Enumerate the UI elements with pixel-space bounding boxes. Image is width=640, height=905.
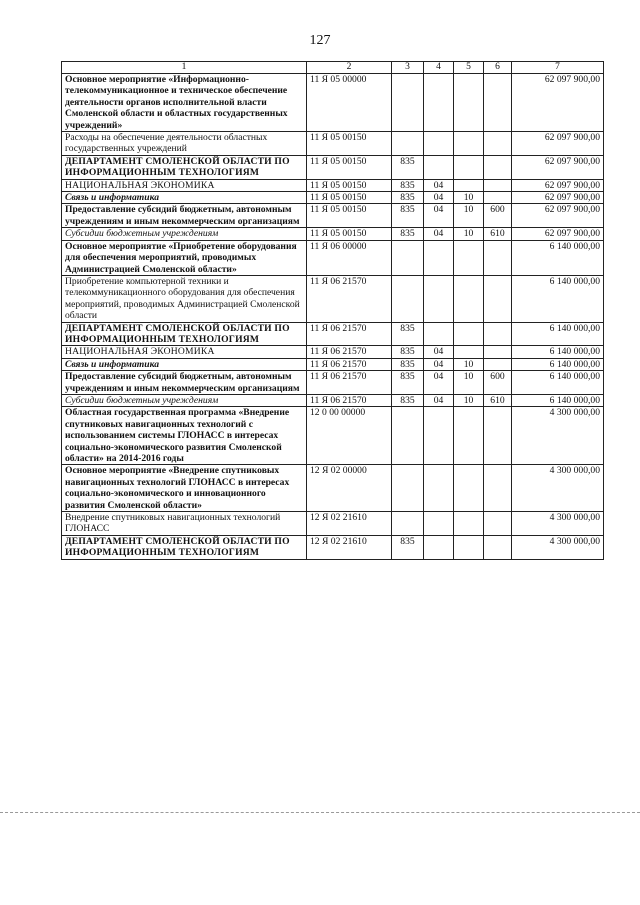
row-name-cell: ДЕПАРТАМЕНТ СМОЛЕНСКОЙ ОБЛАСТИ ПО ИНФОРМАЦИОННЫМ ТЕХНОЛОГИЯМ (62, 535, 307, 559)
row-amount-cell: 4 300 000,00 (512, 407, 604, 465)
row-pr-cell (454, 407, 484, 465)
row-ved-cell (392, 275, 424, 322)
row-rz-cell (424, 512, 454, 536)
row-name-cell: ДЕПАРТАМЕНТ СМОЛЕНСКОЙ ОБЛАСТИ ПО ИНФОРМАЦИОННЫМ ТЕХНОЛОГИЯМ (62, 322, 307, 346)
row-ved-cell: 835 (392, 192, 424, 204)
row-ved-cell: 835 (392, 535, 424, 559)
row-ved-cell (392, 240, 424, 275)
row-rz-cell: 04 (424, 346, 454, 358)
row-amount-cell: 6 140 000,00 (512, 240, 604, 275)
row-amount-cell: 62 097 900,00 (512, 155, 604, 179)
row-code-cell: 11 Я 06 21570 (307, 358, 392, 370)
row-name-cell: Предоставление субсидий бюджетным, автономным учреждениям и иным некоммерческим организациям (62, 371, 307, 395)
row-vr-cell (484, 346, 512, 358)
row-amount-cell: 62 097 900,00 (512, 74, 604, 132)
header-cell: 4 (424, 62, 454, 74)
row-pr-cell: 10 (454, 192, 484, 204)
row-pr-cell: 10 (454, 371, 484, 395)
row-pr-cell (454, 535, 484, 559)
row-pr-cell (454, 322, 484, 346)
row-rz-cell (424, 535, 454, 559)
table-row (62, 465, 604, 512)
row-code-cell: 11 Я 05 00150 (307, 179, 392, 191)
row-name-cell: Основное мероприятие «Приобретение оборудования для обеспечения мероприятий, проводимых Администрацией Смоленской области» (62, 240, 307, 275)
table-row (62, 192, 604, 204)
row-name-cell: НАЦИОНАЛЬНАЯ ЭКОНОМИКА (62, 179, 307, 191)
row-code-cell: 11 Я 06 21570 (307, 371, 392, 395)
row-vr-cell (484, 132, 512, 156)
row-ved-cell: 835 (392, 228, 424, 240)
table-row (62, 204, 604, 228)
budget-table (61, 61, 604, 560)
row-amount-cell: 62 097 900,00 (512, 179, 604, 191)
row-vr-cell: 600 (484, 204, 512, 228)
row-ved-cell: 835 (392, 155, 424, 179)
row-name-cell: Внедрение спутниковых навигационных технологий ГЛОНАСС (62, 512, 307, 536)
row-pr-cell (454, 465, 484, 512)
row-name-cell: Основное мероприятие «Информационно-телекоммуникационное и техническое обеспечение деятельности органов исполнительной власти Смоленской области и областных государственных учреждений» (62, 74, 307, 132)
table-row (62, 346, 604, 358)
header-cell: 7 (512, 62, 604, 74)
table-row (62, 407, 604, 465)
row-ved-cell: 835 (392, 346, 424, 358)
row-rz-cell: 04 (424, 179, 454, 191)
row-vr-cell (484, 240, 512, 275)
row-rz-cell (424, 155, 454, 179)
row-vr-cell (484, 275, 512, 322)
row-code-cell: 11 Я 06 21570 (307, 275, 392, 322)
row-name-cell: НАЦИОНАЛЬНАЯ ЭКОНОМИКА (62, 346, 307, 358)
row-vr-cell: 600 (484, 371, 512, 395)
row-vr-cell (484, 407, 512, 465)
row-code-cell: 12 0 00 00000 (307, 407, 392, 465)
row-amount-cell: 6 140 000,00 (512, 358, 604, 370)
row-ved-cell: 835 (392, 358, 424, 370)
row-vr-cell (484, 179, 512, 191)
table-header-row (62, 62, 604, 74)
row-vr-cell (484, 358, 512, 370)
row-rz-cell: 04 (424, 228, 454, 240)
row-code-cell: 11 Я 06 21570 (307, 322, 392, 346)
row-amount-cell: 4 300 000,00 (512, 465, 604, 512)
table-row (62, 358, 604, 370)
row-pr-cell (454, 346, 484, 358)
row-amount-cell: 4 300 000,00 (512, 535, 604, 559)
row-code-cell: 12 Я 02 00000 (307, 465, 392, 512)
row-rz-cell: 04 (424, 204, 454, 228)
row-code-cell: 12 Я 02 21610 (307, 535, 392, 559)
row-pr-cell: 10 (454, 358, 484, 370)
row-amount-cell: 6 140 000,00 (512, 346, 604, 358)
row-rz-cell (424, 132, 454, 156)
row-name-cell: Субсидии бюджетным учреждениям (62, 228, 307, 240)
table-row (62, 240, 604, 275)
table-row (62, 74, 604, 132)
row-name-cell: Предоставление субсидий бюджетным, автономным учреждениям и иным некоммерческим организациям (62, 204, 307, 228)
row-amount-cell: 6 140 000,00 (512, 322, 604, 346)
row-vr-cell (484, 322, 512, 346)
row-name-cell: Расходы на обеспечение деятельности областных государственных учреждений (62, 132, 307, 156)
row-pr-cell (454, 240, 484, 275)
row-code-cell: 11 Я 05 00150 (307, 204, 392, 228)
page-divider-line (0, 812, 640, 813)
row-name-cell: Субсидии бюджетным учреждениям (62, 394, 307, 406)
row-amount-cell: 62 097 900,00 (512, 192, 604, 204)
header-cell: 3 (392, 62, 424, 74)
row-rz-cell (424, 240, 454, 275)
header-cell: 2 (307, 62, 392, 74)
row-rz-cell (424, 407, 454, 465)
table-row (62, 228, 604, 240)
row-rz-cell: 04 (424, 371, 454, 395)
row-ved-cell: 835 (392, 322, 424, 346)
row-ved-cell (392, 132, 424, 156)
row-amount-cell: 62 097 900,00 (512, 228, 604, 240)
row-name-cell: Связь и информатика (62, 192, 307, 204)
header-cell: 6 (484, 62, 512, 74)
row-ved-cell (392, 512, 424, 536)
page-number: 127 (309, 33, 331, 48)
table-row (62, 275, 604, 322)
row-rz-cell (424, 465, 454, 512)
row-vr-cell (484, 155, 512, 179)
row-pr-cell: 10 (454, 204, 484, 228)
row-pr-cell (454, 179, 484, 191)
row-amount-cell: 62 097 900,00 (512, 132, 604, 156)
row-code-cell: 11 Я 05 00150 (307, 192, 392, 204)
row-vr-cell (484, 465, 512, 512)
table-row (62, 371, 604, 395)
row-code-cell: 11 Я 06 21570 (307, 394, 392, 406)
table-row (62, 394, 604, 406)
row-code-cell: 12 Я 02 21610 (307, 512, 392, 536)
row-code-cell: 11 Я 05 00150 (307, 228, 392, 240)
row-ved-cell: 835 (392, 204, 424, 228)
header-cell: 5 (454, 62, 484, 74)
row-rz-cell: 04 (424, 358, 454, 370)
table-row (62, 155, 604, 179)
row-rz-cell (424, 74, 454, 132)
row-rz-cell: 04 (424, 394, 454, 406)
row-pr-cell: 10 (454, 394, 484, 406)
row-rz-cell: 04 (424, 192, 454, 204)
row-pr-cell (454, 275, 484, 322)
header-cell: 1 (62, 62, 307, 74)
row-amount-cell: 62 097 900,00 (512, 204, 604, 228)
row-vr-cell (484, 74, 512, 132)
table-row (62, 132, 604, 156)
row-code-cell: 11 Я 05 00000 (307, 74, 392, 132)
row-ved-cell: 835 (392, 394, 424, 406)
row-pr-cell (454, 512, 484, 536)
table-row (62, 535, 604, 559)
table-row (62, 512, 604, 536)
row-vr-cell: 610 (484, 394, 512, 406)
table-row (62, 179, 604, 191)
row-vr-cell (484, 192, 512, 204)
row-vr-cell (484, 512, 512, 536)
row-pr-cell: 10 (454, 228, 484, 240)
row-name-cell: ДЕПАРТАМЕНТ СМОЛЕНСКОЙ ОБЛАСТИ ПО ИНФОРМАЦИОННЫМ ТЕХНОЛОГИЯМ (62, 155, 307, 179)
row-pr-cell (454, 74, 484, 132)
row-name-cell: Основное мероприятие «Внедрение спутниковых навигационных технологий ГЛОНАСС в интересах социально-экономического и инновационного развития Смоленской области» (62, 465, 307, 512)
row-code-cell: 11 Я 06 21570 (307, 346, 392, 358)
row-ved-cell (392, 74, 424, 132)
row-pr-cell (454, 155, 484, 179)
row-amount-cell: 4 300 000,00 (512, 512, 604, 536)
row-rz-cell (424, 322, 454, 346)
row-ved-cell: 835 (392, 179, 424, 191)
row-code-cell: 11 Я 05 00150 (307, 132, 392, 156)
row-ved-cell (392, 465, 424, 512)
row-vr-cell: 610 (484, 228, 512, 240)
row-ved-cell: 835 (392, 371, 424, 395)
row-amount-cell: 6 140 000,00 (512, 394, 604, 406)
row-rz-cell (424, 275, 454, 322)
row-vr-cell (484, 535, 512, 559)
row-amount-cell: 6 140 000,00 (512, 275, 604, 322)
row-amount-cell: 6 140 000,00 (512, 371, 604, 395)
row-name-cell: Приобретение компьютерной техники и телекоммуникационного оборудования для обеспечения мероприятий, проводимых Администрацией Смоленской области (62, 275, 307, 322)
row-pr-cell (454, 132, 484, 156)
row-ved-cell (392, 407, 424, 465)
row-code-cell: 11 Я 06 00000 (307, 240, 392, 275)
row-name-cell: Областная государственная программа «Внедрение спутниковых навигационных технологий с использованием системы ГЛОНАСС в интересах социально-экономического развития Смоленской области» на 2014-2016 годы (62, 407, 307, 465)
table-row (62, 322, 604, 346)
row-name-cell: Связь и информатика (62, 358, 307, 370)
table-body (62, 74, 604, 560)
row-code-cell: 11 Я 05 00150 (307, 155, 392, 179)
